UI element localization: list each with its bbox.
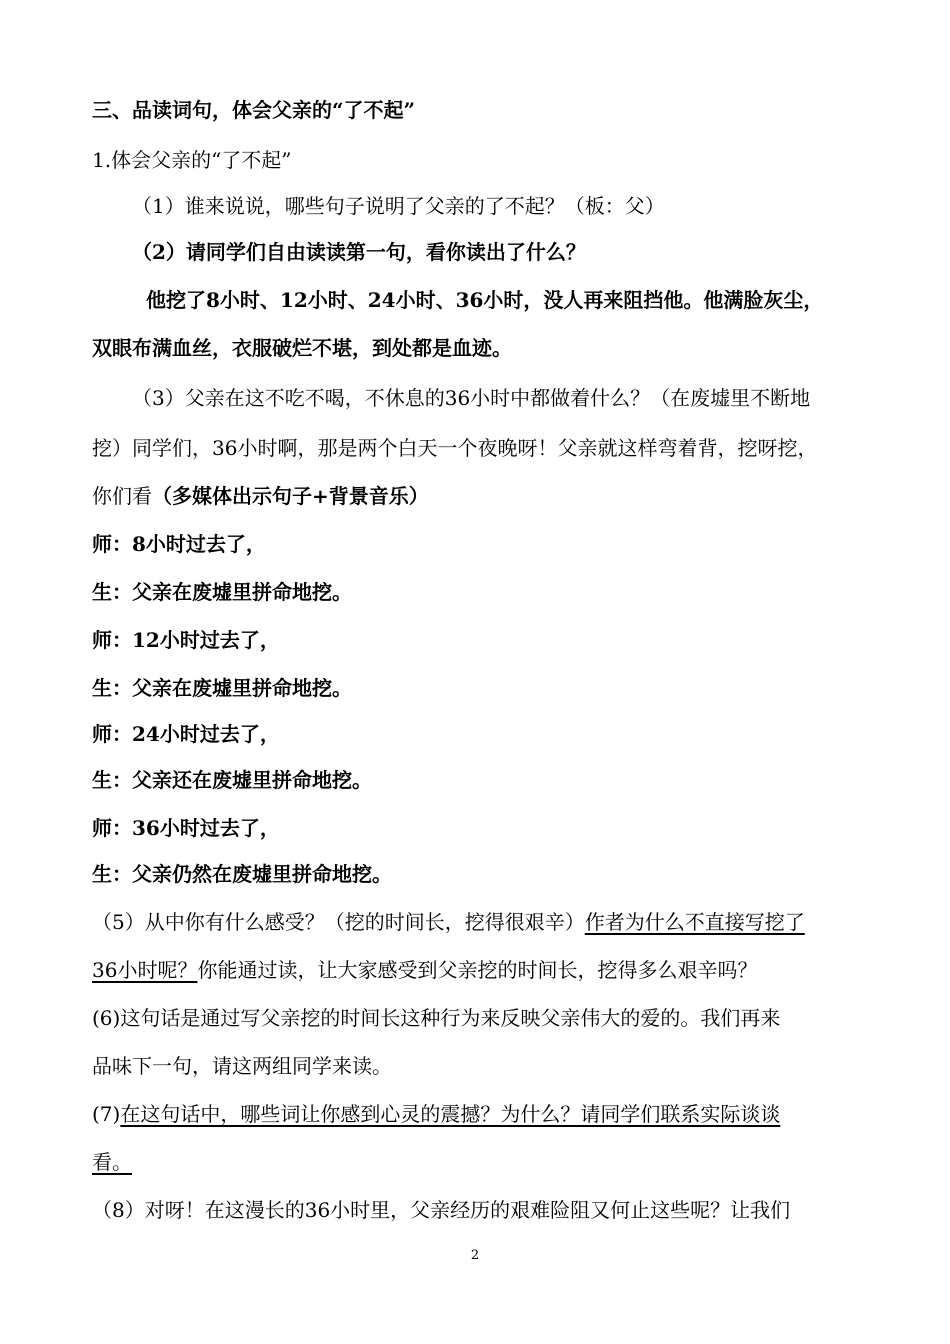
- question-5-line-2: [92, 956, 757, 984]
- question-5-underlined: 作者为什么不直接写挖了: [584, 910, 805, 934]
- question-7-line-1: [92, 1100, 780, 1128]
- question-6-line-2: 品味下一句，请这两组同学来读。: [92, 1054, 392, 1078]
- page-number: 2: [470, 1248, 480, 1263]
- quote-line-1: 他挖了8小时、12小时、24小时、36小时，没人再来阻挡他。他满脸灰尘，: [146, 288, 824, 312]
- question-3-line-1: （3）父亲在这不吃不喝，不休息的36小时中都做着什么？（在废墟里不断地: [132, 386, 811, 410]
- quote-line-2: 双眼布满血丝，衣服破烂不堪，到处都是血迹。: [92, 336, 512, 360]
- question-7-number: (7): [92, 1102, 121, 1126]
- question-3-line-2: 挖）同学们，36小时啊，那是两个白天一个夜晚呀！父亲就这样弯着背，挖呀挖，: [92, 436, 818, 460]
- dialogue-line: 师：12小时过去了，: [92, 628, 280, 652]
- dialogue-line: 师：36小时过去了，: [92, 816, 280, 840]
- question-7-line-2: 看。: [92, 1150, 132, 1174]
- dialogue-line: 师：8小时过去了，: [92, 532, 266, 556]
- question-5-text: （5）从中你有什么感受？（挖的时间长，挖得很艰辛）: [92, 910, 585, 934]
- question-3-line-3: [92, 482, 429, 510]
- question-8-line-1: （8）对呀！在这漫长的36小时里，父亲经历的艰难险阻又何止这些呢？让我们: [92, 1198, 791, 1222]
- dialogue-line: 生：父亲还在废墟里拼命地挖。: [92, 768, 372, 792]
- question-2: （2）请同学们自由读读第一句，看你读出了什么？: [132, 240, 586, 264]
- dialogue-line: 师：24小时过去了，: [92, 722, 280, 746]
- dialogue-line: 生：父亲在废墟里拼命地挖。: [92, 580, 352, 604]
- dialogue-line: 生：父亲在废墟里拼命地挖。: [92, 676, 352, 700]
- question-5-text-cont: 你能通过读，让大家感受到父亲挖的时间长，挖得多么艰辛吗？: [197, 958, 758, 982]
- question-1: （1）谁来说说，哪些句子说明了父亲的了不起？（板：父）: [132, 194, 665, 218]
- dialogue-line: 生：父亲仍然在废墟里拼命地挖。: [92, 862, 392, 886]
- subsection-title: 1.体会父亲的“了不起”: [92, 148, 292, 172]
- question-7-underlined: 在这句话中，哪些词让你感到心灵的震撼？为什么？请同学们联系实际谈谈: [120, 1102, 781, 1126]
- question-5-line-1: [92, 908, 805, 936]
- question-3-text: 你们看: [92, 484, 152, 508]
- question-6-line-1: (6)这句话是通过写父亲挖的时间长这种行为来反映父亲伟大的爱的。我们再来: [92, 1006, 781, 1030]
- question-5-underlined-cont: 36小时呢？: [92, 958, 198, 982]
- multimedia-note: （多媒体出示句子+背景音乐）: [152, 484, 429, 508]
- section-heading: 三、品读词句，体会父亲的“了不起”: [92, 98, 416, 122]
